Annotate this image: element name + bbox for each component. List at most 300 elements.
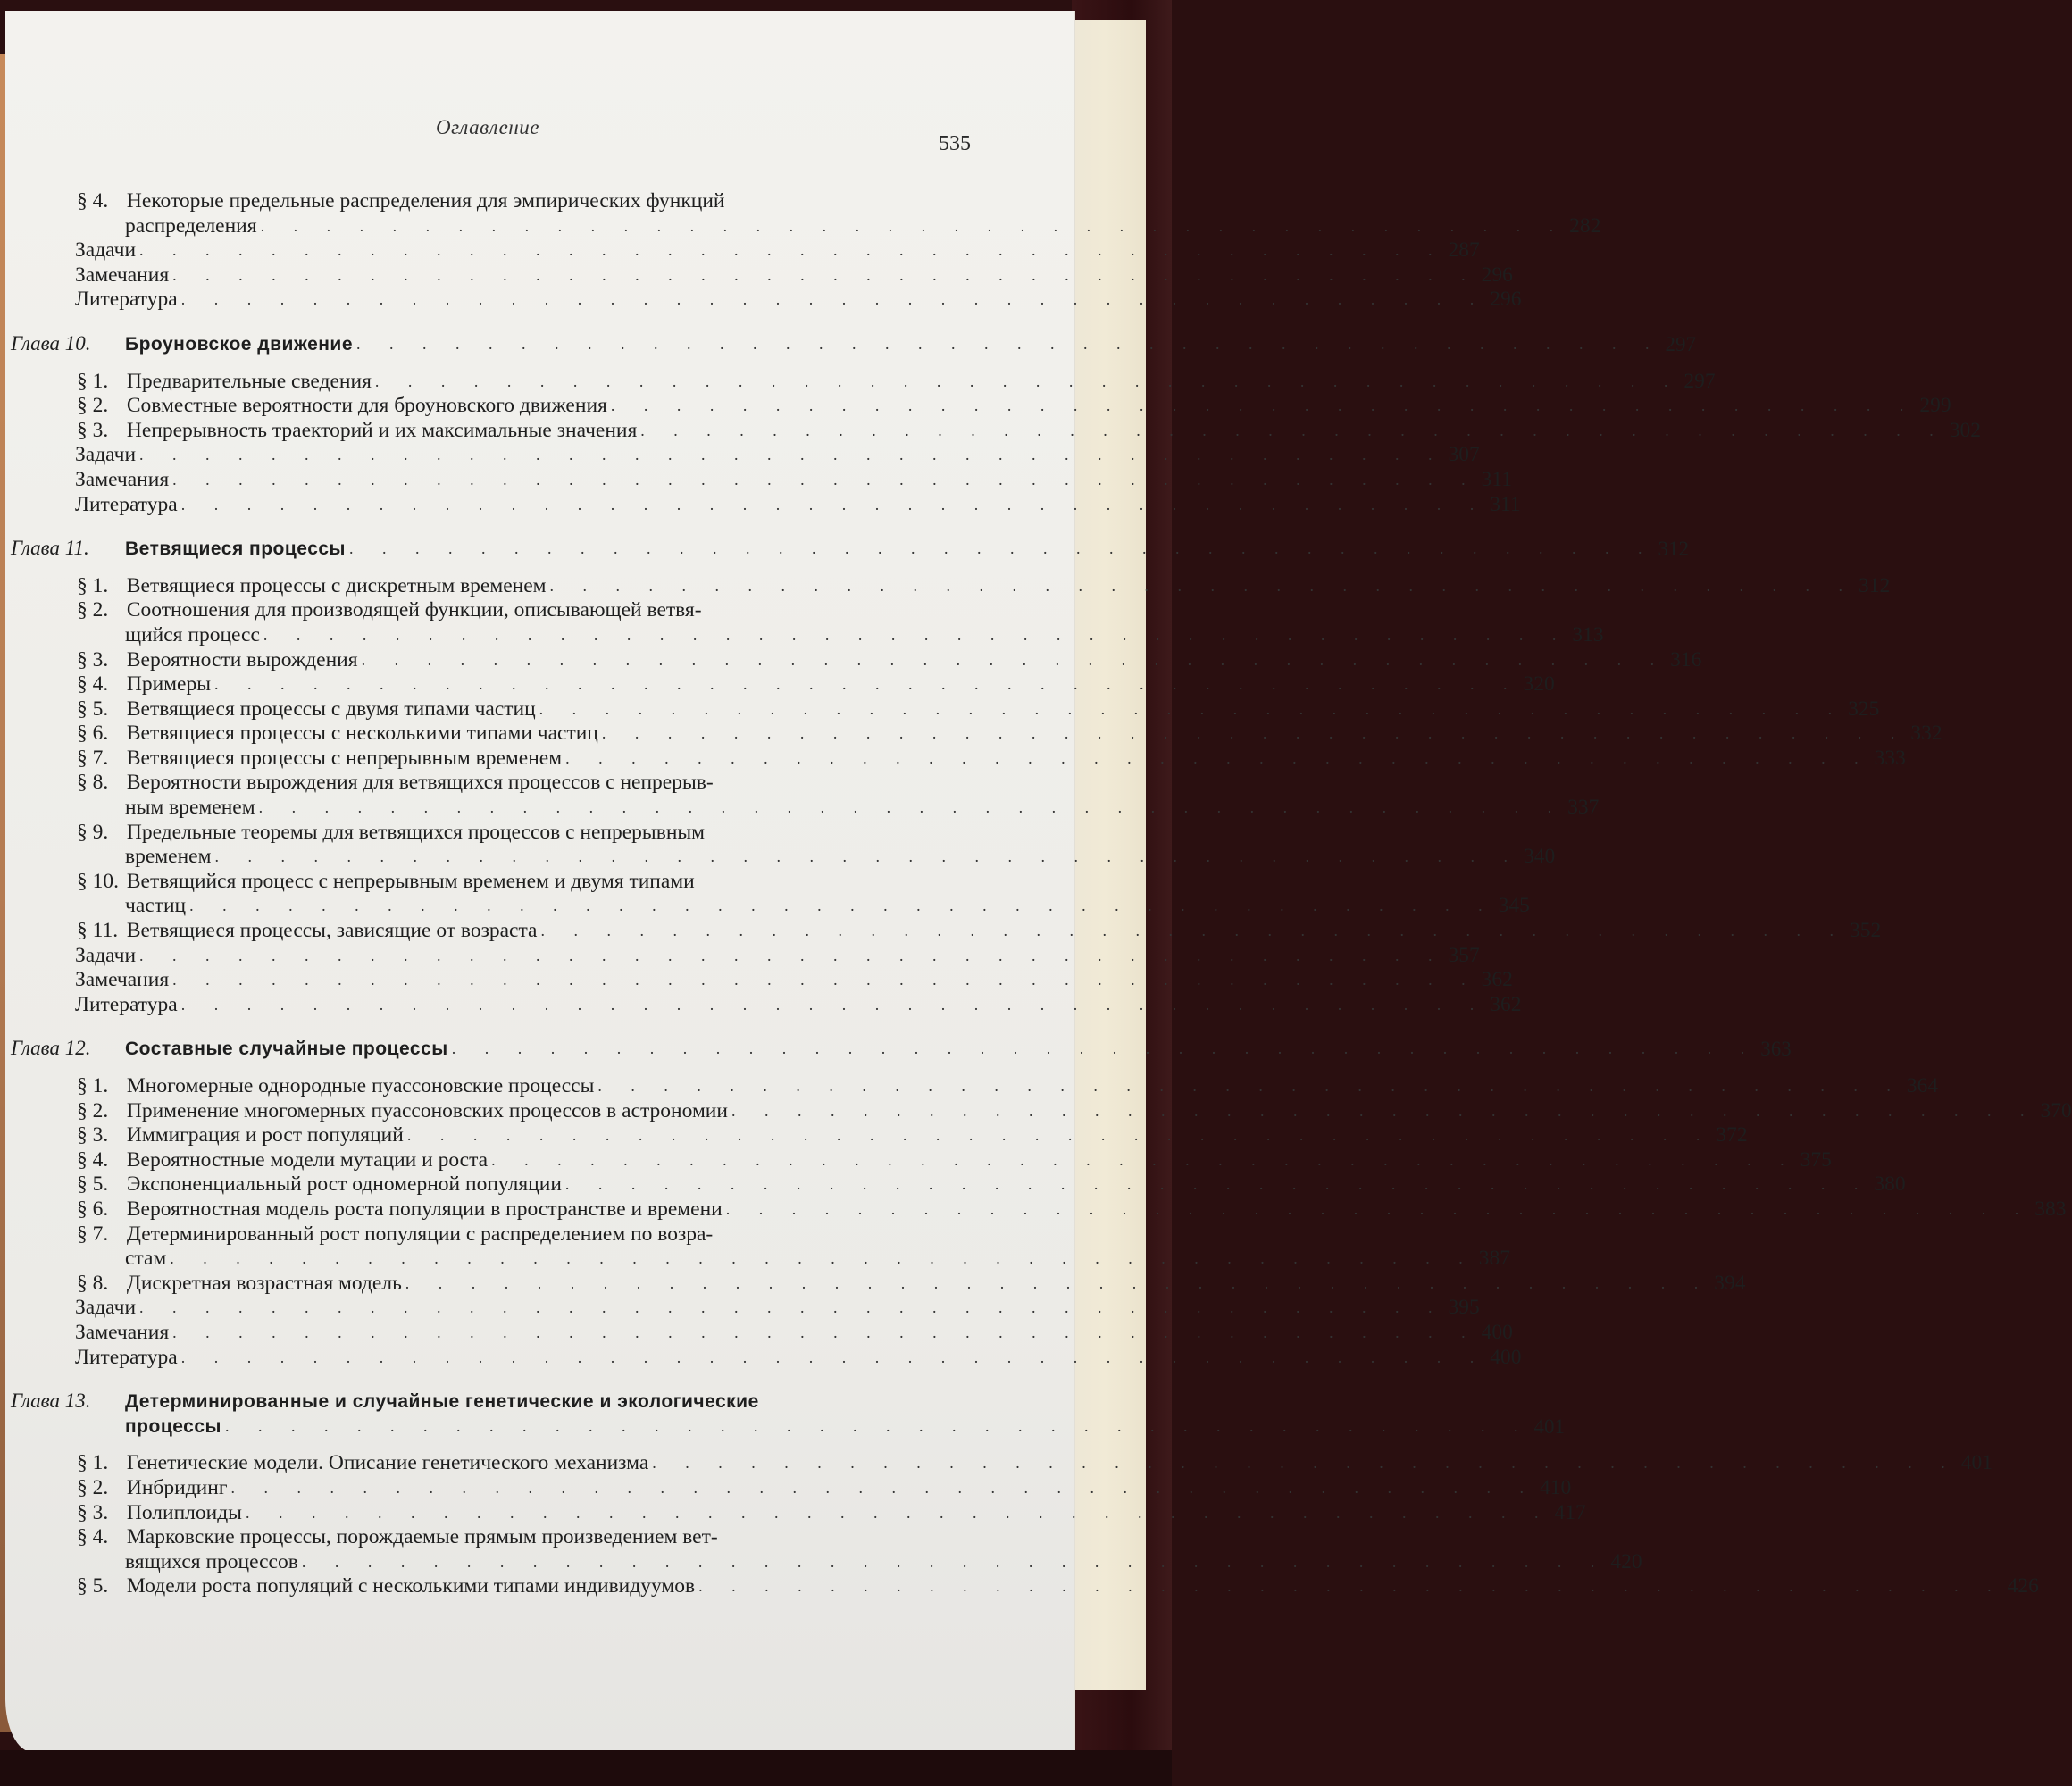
toc-line	[5, 968, 1513, 993]
toc-page-number[interactable]: 332	[1910, 722, 1942, 746]
book-bottom-edge	[0, 1750, 1172, 1786]
chapter-title: процессы	[125, 1415, 221, 1437]
toc-entry-section[interactable]	[5, 919, 1882, 944]
toc-entry-section[interactable]	[5, 722, 1942, 747]
dot-leader: . . . . . . . . . . . . . . . . . . . . . . . . . . . . . . . . . . . . . . . .	[374, 371, 1681, 390]
chapter-title: Составные случайные процессы	[125, 1039, 448, 1060]
section-number: § 6.	[77, 1197, 109, 1221]
toc-line	[5, 1271, 1746, 1297]
toc-entry-label: Задачи	[75, 238, 137, 263]
dot-leader: . . . . . . . . . . . . . . . . . . . . . . . . . . . . . . . . . . . . . . . .	[361, 650, 1667, 669]
section-number: § 4.	[77, 672, 109, 697]
section-title: Ветвящиеся процессы с несколькими типами частиц	[121, 722, 598, 746]
section-number: § 3.	[77, 647, 109, 672]
toc-entry-label	[77, 598, 702, 623]
dot-leader: . . . . . . . . . . . . . . . . . . . . . . . . . . . . . . . . . . . . . . . .	[180, 290, 1487, 309]
toc-line	[5, 1415, 1565, 1440]
toc-entry-misc[interactable]	[5, 1345, 1522, 1371]
dot-leader: . . . . . . . . . . . . . . . . . . . . . . . . . . . . . . . . . . . . . . . .	[491, 1150, 1797, 1169]
toc-entry-chapter[interactable]	[5, 537, 1689, 562]
toc-line	[5, 1475, 1572, 1501]
toc-line	[5, 672, 1555, 697]
dot-leader: . . . . . . . . . . . . . . . . . . . . . . . . . . . . . . . . . . . . . . . .	[260, 216, 1567, 235]
toc-entry-label	[77, 1476, 227, 1501]
section-number: § 5.	[77, 1574, 109, 1598]
toc-page-number[interactable]: 296	[1481, 263, 1513, 287]
section-number: § 8.	[77, 1271, 109, 1295]
toc-line	[5, 331, 1697, 357]
toc-entry-section[interactable]	[5, 1123, 1748, 1148]
toc-entry-section[interactable]	[5, 573, 1891, 599]
section-number: § 2.	[77, 1475, 109, 1499]
section-title-continued: ным временем	[125, 796, 255, 820]
toc-page-number[interactable]: 363	[1760, 1038, 1792, 1061]
section-title: Примеры	[121, 672, 212, 697]
toc-entry-section[interactable]	[5, 869, 1530, 919]
section-title: Вероятностная модель роста популяции в пространстве и времени	[121, 1197, 723, 1221]
toc-entry-section[interactable]	[5, 1148, 1832, 1173]
toc-entry-label: Задачи	[75, 443, 137, 467]
dot-leader: . . . . . . . . . . . . . . . . . . . . . . . . . . . . . . . . . . . . . . . .	[601, 724, 1908, 743]
dot-leader: . . . . . . . . . . . . . . . . . . . . . . . . . . . . . . . . . . . . . . . .	[610, 396, 1917, 415]
toc-entry-label	[77, 845, 211, 870]
dot-leader: . . . . . . . . . . . . . . . . . . . . . . . . . . . . . . . . . . . . . . . .	[172, 265, 1478, 284]
toc-page-number[interactable]: 337	[1567, 796, 1600, 820]
page-number: 535	[939, 132, 971, 155]
toc-page-number[interactable]: 352	[1849, 919, 1882, 943]
section-number: § 3.	[77, 1123, 109, 1148]
dot-leader: . . . . . . . . . . . . . . . . . . . . . . . . . . . . . . . . . . . . . . . .	[258, 798, 1565, 817]
toc-entry-label	[77, 623, 260, 648]
toc-line	[5, 1549, 1642, 1575]
toc-entry-label	[5, 1036, 448, 1062]
section-number: § 2.	[77, 598, 109, 622]
dot-leader: . . . . . . . . . . . . . . . . . . . . . . . . . . . . . . . . . . . . . . . .	[180, 995, 1487, 1014]
toc-line	[5, 1148, 1832, 1173]
toc-entry-label	[77, 1074, 594, 1099]
toc-entry-label	[77, 1099, 728, 1124]
toc-line	[5, 1574, 2039, 1599]
toc-page-number[interactable]: 394	[1714, 1271, 1746, 1295]
book-page	[5, 11, 2072, 1752]
dot-leader: . . . . . . . . . . . . . . . . . . . . . . . . . . . . . . . . . . . . . . . .	[170, 1249, 1475, 1268]
toc-page-number[interactable]: 333	[1874, 746, 1906, 770]
section-title-continued: щийся процесс	[125, 622, 260, 647]
section-title: Иммиграция и рост популяций	[121, 1123, 404, 1148]
section-title: Модели роста популяций с несколькими типами индивидуумов	[121, 1574, 696, 1598]
table-of-contents	[5, 189, 2072, 1599]
section-number: § 4.	[77, 189, 109, 213]
dot-leader: . . . . . . . . . . . . . . . . . . . . . . . . . . . . . . . . . . . . . . . .	[180, 495, 1487, 513]
dot-leader: . . . . . . . . . . . . . . . . . . . . . . . . . . . . . . . . . . . . . . . .	[139, 946, 1445, 964]
toc-page-number[interactable]: 312	[1658, 538, 1689, 561]
toc-page-number[interactable]: 410	[1539, 1475, 1572, 1499]
section-number: § 7.	[77, 1222, 109, 1246]
section-number: § 2.	[77, 1098, 109, 1123]
toc-line	[5, 1223, 961, 1248]
toc-entry-section[interactable]	[5, 1197, 2067, 1223]
toc-page-number[interactable]: 362	[1481, 968, 1513, 992]
dot-leader: . . . . . . . . . . . . . . . . . . . . . . . . . . . . . . . . . . . . . . . .	[406, 1126, 1713, 1145]
dot-leader: . . . . . . . . . . . . . . . . . . . . . . . . . . . . . . . . . . . . . . . .	[214, 847, 1520, 866]
toc-entry-label: Замечания	[75, 968, 170, 992]
dot-leader: . . . . . . . . . . . . . . . . . . . . . . . . . . . . . . . . . . . . . . . .	[189, 897, 1495, 915]
toc-page-number[interactable]: 400	[1481, 1320, 1513, 1344]
dot-leader: . . . . . . . . . . . . . . . . . . . . . . . . . . . . . . . . . . . . . . . .	[731, 1101, 2037, 1120]
toc-line	[5, 1197, 2067, 1223]
toc-entry-label	[77, 1223, 713, 1248]
dot-leader: . . . . . . . . . . . . . . . . . . . . . . . . . . . . . . . . . . . . . . . .	[652, 1454, 1958, 1473]
section-title: Ветвящийся процесс с непрерывным временем и двумя типами	[121, 869, 695, 893]
toc-entry-section[interactable]	[5, 1451, 1993, 1476]
section-title: Вероятности вырождения для ветвящихся процессов с непрерыв-	[121, 771, 714, 795]
dot-leader: . . . . . . . . . . . . . . . . . . . . . . . . . . . . . . . . . . . . . . . .	[725, 1199, 2032, 1218]
toc-entry-section[interactable]	[5, 647, 1702, 673]
toc-entry-label: Литература	[75, 288, 178, 312]
toc-line	[5, 537, 1689, 562]
toc-entry-section[interactable]	[5, 1475, 1572, 1501]
dot-leader: . . . . . . . . . . . . . . . . . . . . . . . . . . . . . . . . . . . . . . . .	[565, 748, 1871, 767]
chapter-prefix: Глава 11.	[11, 537, 89, 560]
dot-leader: . . . . . . . . . . . . . . . . . . . . . . . . . . . . . . . . . . . . . . . .	[172, 1323, 1478, 1341]
toc-page-number[interactable]: 362	[1490, 992, 1522, 1016]
toc-page-number[interactable]: 320	[1523, 672, 1555, 697]
toc-line	[5, 467, 1513, 493]
toc-page-number[interactable]: 282	[1569, 213, 1601, 238]
toc-line	[5, 943, 1480, 969]
toc-line	[5, 238, 1480, 263]
toc-page-number[interactable]: 364	[1906, 1074, 1939, 1097]
toc-entry-chapter[interactable]	[5, 331, 1697, 357]
dot-leader: . . . . . . . . . . . . . . . . . . . . . . . . . . . . . . . . . . . . . . . .	[301, 1552, 1608, 1571]
toc-entry-label	[77, 747, 562, 772]
toc-page-number[interactable]: 395	[1448, 1296, 1480, 1320]
toc-page-number[interactable]: 420	[1610, 1549, 1642, 1573]
section-title: Некоторые предельные распределения для эмпирических функций	[121, 189, 725, 213]
section-title: Ветвящиеся процессы с дискретным временем	[121, 573, 547, 597]
toc-page-number[interactable]: 383	[2034, 1197, 2067, 1221]
toc-line	[5, 1451, 1993, 1476]
dot-leader: . . . . . . . . . . . . . . . . . . . . . . . . . . . . . . . . . . . . . . . .	[356, 334, 1662, 353]
toc-entry-label	[77, 1451, 648, 1476]
toc-entry-section[interactable]	[5, 369, 1716, 395]
toc-entry-label	[77, 919, 537, 944]
toc-entry-section[interactable]	[5, 697, 1880, 722]
toc-line	[5, 845, 1556, 870]
dot-leader: . . . . . . . . . . . . . . . . . . . . . . . . . . . . . . . . . . . . . . . .	[214, 675, 1520, 694]
section-number: § 3.	[77, 1500, 109, 1524]
dot-leader: . . . . . . . . . . . . . . . . . . . . . . . . . . . . . . . . . . . . . . . .	[564, 1175, 1871, 1194]
section-title: Совместные вероятности для броуновского движения	[121, 394, 607, 418]
toc-line	[5, 1123, 1748, 1148]
dot-leader: . . . . . . . . . . . . . . . . . . . . . . . . . . . . . . . . . . . . . . . .	[230, 1478, 1536, 1497]
toc-entry-label	[77, 1173, 562, 1198]
dot-leader: . . . . . . . . . . . . . . . . . . . . . . . . . . . . . . . . . . . . . . . .	[245, 1503, 1551, 1522]
toc-entry-label: Литература	[75, 1345, 178, 1369]
toc-page-number[interactable]: 401	[1960, 1451, 1993, 1475]
toc-line	[5, 622, 1604, 648]
toc-entry-section[interactable]	[5, 1173, 1906, 1198]
section-title: Экспоненциальный рост одномерной популяции	[121, 1173, 562, 1197]
toc-line	[5, 647, 1702, 673]
toc-line	[5, 1500, 1586, 1526]
toc-entry-section[interactable]	[5, 1098, 2072, 1124]
section-title: Дискретная возрастная модель	[121, 1271, 402, 1295]
toc-entry-section[interactable]	[5, 1525, 1642, 1574]
section-title-continued: распределения	[125, 213, 257, 238]
chapter-prefix: Глава 13.	[11, 1390, 91, 1413]
toc-entry-label	[5, 331, 353, 357]
section-title: Непрерывность траекторий и их максимальные значения	[121, 418, 638, 442]
toc-entry-label	[77, 1574, 695, 1599]
toc-line	[5, 369, 1716, 395]
toc-line	[5, 1296, 1480, 1321]
toc-entry-label	[77, 419, 637, 444]
dot-leader: . . . . . . . . . . . . . . . . . . . . . . . . . . . . . . . . . . . . . . . .	[698, 1577, 2004, 1596]
section-title: Инбридинг	[121, 1475, 228, 1499]
toc-line	[5, 894, 1530, 919]
toc-page-number[interactable]: 299	[1919, 394, 1951, 418]
dot-leader: . . . . . . . . . . . . . . . . . . . . . . . . . . . . . . . . . . . . . . . .	[451, 1039, 1758, 1058]
section-number: § 6.	[77, 722, 109, 746]
toc-line	[5, 1074, 1939, 1099]
toc-line	[5, 746, 1906, 772]
section-number: § 10.	[77, 869, 119, 893]
dot-leader: . . . . . . . . . . . . . . . . . . . . . . . . . . . . . . . . . . . . . . . .	[539, 699, 1845, 718]
toc-entry-label: Литература	[75, 992, 178, 1016]
toc-page-number[interactable]: 375	[1800, 1148, 1832, 1172]
toc-page-number[interactable]: 325	[1848, 697, 1880, 721]
section-title-continued: стам	[125, 1247, 167, 1271]
section-title: Вероятности вырождения	[121, 647, 358, 672]
toc-line	[5, 443, 1480, 468]
toc-entry-label	[77, 894, 186, 919]
toc-entry-section[interactable]	[5, 394, 1951, 419]
toc-line	[5, 821, 961, 846]
section-title: Соотношения для производящей функции, описывающей ветвя-	[121, 598, 702, 622]
toc-line	[5, 418, 1982, 444]
toc-entry-label	[77, 771, 714, 796]
toc-entry-section[interactable]	[5, 672, 1555, 697]
toc-page-number[interactable]: 316	[1670, 647, 1702, 672]
toc-page-number[interactable]: 357	[1448, 943, 1480, 967]
toc-entry-misc[interactable]	[5, 1296, 1480, 1321]
section-title: Марковские процессы, порождаемые прямым произведением вет-	[121, 1525, 718, 1549]
toc-entry-label	[77, 796, 255, 821]
section-number: § 5.	[77, 697, 109, 721]
toc-line	[5, 213, 1601, 239]
toc-page-number[interactable]: 340	[1523, 845, 1556, 869]
toc-entry-misc[interactable]	[5, 288, 1522, 313]
toc-entry-label	[5, 1389, 759, 1415]
toc-entry-chapter[interactable]	[5, 1390, 1565, 1439]
toc-entry-section[interactable]	[5, 1222, 1511, 1272]
toc-entry-label	[77, 574, 547, 599]
toc-entry-label	[77, 722, 598, 747]
toc-line	[5, 1390, 961, 1415]
running-title: Оглавление	[435, 116, 539, 138]
toc-entry-label	[77, 1550, 298, 1575]
toc-entry-section[interactable]	[5, 189, 1601, 238]
toc-entry-section[interactable]	[5, 1574, 2039, 1599]
toc-entry-label	[77, 870, 695, 895]
section-number: § 1.	[77, 1451, 109, 1475]
dot-leader: . . . . . . . . . . . . . . . . . . . . . . . . . . . . . . . . . . . . . . . .	[224, 1416, 1531, 1435]
toc-entry-label	[77, 672, 211, 697]
section-title: Ветвящиеся процессы, зависящие от возраста	[121, 919, 538, 943]
toc-entry-chapter[interactable]	[5, 1037, 1792, 1062]
toc-entry-section[interactable]	[5, 418, 1982, 444]
dot-leader: . . . . . . . . . . . . . . . . . . . . . . . . . . . . . . . . . . . . . . . .	[172, 470, 1478, 488]
toc-page-number[interactable]: 307	[1448, 443, 1480, 467]
toc-page-number[interactable]: 311	[1490, 492, 1521, 516]
toc-page-number[interactable]: 287	[1448, 238, 1480, 263]
toc-entry-label	[77, 1148, 488, 1173]
toc-entry-label	[77, 1272, 402, 1297]
toc-entry-label	[77, 394, 607, 419]
toc-entry-misc[interactable]	[5, 238, 1480, 263]
toc-entry-section[interactable]	[5, 820, 1556, 870]
section-title: Применение многомерных пуассоновских процессов в астрономии	[121, 1098, 728, 1123]
toc-line	[5, 697, 1880, 722]
dot-leader: . . . . . . . . . . . . . . . . . . . . . . . . . . . . . . . . . . . . . . . .	[540, 922, 1846, 940]
toc-page-number[interactable]: 312	[1859, 573, 1891, 597]
toc-line	[5, 1098, 2072, 1124]
toc-line	[5, 1345, 1522, 1371]
toc-entry-label: Задачи	[75, 943, 137, 967]
section-title: Вероятностные модели мутации и роста	[121, 1148, 489, 1172]
toc-entry-label	[77, 821, 705, 846]
toc-entry-label	[5, 536, 346, 562]
toc-entry-label: Литература	[75, 492, 178, 516]
dot-leader: . . . . . . . . . . . . . . . . . . . . . . . . . . . . . . . . . . . . . . . .	[640, 421, 1946, 439]
toc-line	[5, 1247, 1511, 1272]
chapter-prefix: Глава 10.	[11, 331, 91, 355]
toc-page-number[interactable]: 370	[2040, 1098, 2072, 1123]
toc-line	[5, 722, 1942, 747]
section-title-continued: временем	[125, 845, 212, 869]
toc-page-number[interactable]: 372	[1716, 1123, 1748, 1148]
section-number: § 7.	[77, 746, 109, 770]
toc-page-number[interactable]: 417	[1554, 1500, 1586, 1524]
toc-entry-label	[77, 189, 724, 214]
toc-entry-misc[interactable]	[5, 968, 1513, 993]
toc-page-number[interactable]: 345	[1498, 894, 1530, 918]
toc-line	[5, 1320, 1513, 1346]
dot-leader: . . . . . . . . . . . . . . . . . . . . . . . . . . . . . . . . . . . . . . . .	[180, 1348, 1487, 1366]
toc-entry-misc[interactable]	[5, 943, 1480, 969]
toc-entry-section[interactable]	[5, 771, 1600, 820]
toc-entry-label: Замечания	[75, 263, 170, 287]
toc-entry-label	[77, 370, 372, 395]
toc-line	[5, 598, 961, 623]
toc-entry-misc[interactable]	[5, 263, 1513, 288]
toc-page-number[interactable]: 311	[1481, 467, 1513, 491]
section-title-continued: частиц	[125, 894, 187, 918]
toc-line	[5, 189, 961, 214]
toc-entry-misc[interactable]	[5, 492, 1521, 518]
section-number: § 2.	[77, 394, 109, 418]
section-number: § 8.	[77, 771, 109, 795]
toc-entry-misc[interactable]	[5, 467, 1513, 493]
chapter-title: Броуновское движение	[125, 333, 354, 355]
section-title: Предельные теоремы для ветвящихся процессов с непрерывным	[121, 820, 706, 844]
toc-entry-section[interactable]	[5, 1271, 1746, 1297]
toc-line	[5, 394, 1951, 419]
section-number: § 4.	[77, 1525, 109, 1549]
toc-entry-misc[interactable]	[5, 443, 1480, 468]
toc-line	[5, 870, 961, 895]
toc-entry-label: Задачи	[75, 1296, 137, 1320]
section-number: § 1.	[77, 1074, 109, 1097]
toc-line	[5, 992, 1522, 1018]
section-title: Ветвящиеся процессы с непрерывным временем	[121, 746, 563, 770]
dot-leader: . . . . . . . . . . . . . . . . . . . . . . . . . . . . . . . . . . . . . . . .	[139, 241, 1445, 260]
toc-entry-misc[interactable]	[5, 1320, 1513, 1346]
chapter-prefix: Глава 12.	[11, 1037, 91, 1060]
dot-leader: . . . . . . . . . . . . . . . . . . . . . . . . . . . . . . . . . . . . . . . .	[348, 539, 1655, 558]
toc-entry-label	[77, 214, 257, 239]
toc-line	[5, 288, 1522, 313]
toc-page-number[interactable]: 401	[1533, 1415, 1565, 1438]
toc-entry-label	[77, 1501, 242, 1526]
section-number: § 5.	[77, 1173, 109, 1197]
toc-entry-label	[77, 648, 358, 673]
section-number: § 1.	[77, 573, 109, 597]
toc-line	[5, 796, 1600, 821]
toc-page-number[interactable]: 380	[1874, 1173, 1906, 1197]
toc-entry-label	[77, 1525, 718, 1550]
toc-page-number[interactable]: 313	[1572, 622, 1604, 647]
toc-entry-label	[77, 1247, 166, 1272]
toc-entry-label	[77, 1123, 404, 1148]
toc-page-number[interactable]: 387	[1478, 1247, 1511, 1271]
toc-entry-label: Замечания	[75, 467, 170, 491]
chapter-title: Детерминированные и случайные генетические и экологические	[125, 1391, 759, 1413]
toc-entry-misc[interactable]	[5, 992, 1522, 1018]
toc-page-number[interactable]: 297	[1665, 332, 1697, 355]
toc-page-number[interactable]: 297	[1684, 369, 1716, 393]
dot-leader: . . . . . . . . . . . . . . . . . . . . . . . . . . . . . . . . . . . . . . . .	[139, 446, 1445, 464]
toc-page-number[interactable]: 400	[1490, 1345, 1522, 1369]
toc-entry-section[interactable]	[5, 598, 1604, 647]
running-header	[5, 116, 971, 155]
dot-leader: . . . . . . . . . . . . . . . . . . . . . . . . . . . . . . . . . . . . . . . .	[549, 576, 1856, 595]
section-number: § 9.	[77, 820, 109, 844]
toc-line	[5, 492, 1521, 518]
toc-entry-label	[77, 697, 536, 722]
toc-entry-section[interactable]	[5, 746, 1906, 772]
dot-leader: . . . . . . . . . . . . . . . . . . . . . . . . . . . . . . . . . . . . . . . .	[139, 1298, 1445, 1317]
dot-leader: . . . . . . . . . . . . . . . . . . . . . . . . . . . . . . . . . . . . . . . .	[263, 625, 1569, 644]
toc-entry-label	[77, 1198, 723, 1223]
chapter-title: Ветвящиеся процессы	[125, 538, 346, 560]
toc-page-number[interactable]: 426	[2007, 1574, 2039, 1598]
toc-line	[5, 263, 1513, 288]
section-title: Генетические модели. Описание генетического механизма	[121, 1451, 649, 1475]
toc-entry-section[interactable]	[5, 1500, 1586, 1526]
section-title: Детерминированный рост популяции с распределением по возра-	[121, 1222, 714, 1246]
section-number: § 4.	[77, 1148, 109, 1172]
toc-page-number[interactable]: 302	[1949, 418, 1982, 442]
toc-entry-section[interactable]	[5, 1074, 1939, 1099]
dot-leader: . . . . . . . . . . . . . . . . . . . . . . . . . . . . . . . . . . . . . . . .	[597, 1077, 1903, 1095]
toc-page-number[interactable]: 296	[1490, 288, 1522, 312]
section-title-continued: вящихся процессов	[125, 1549, 298, 1573]
section-number: § 1.	[77, 369, 109, 393]
toc-line	[5, 1525, 961, 1550]
section-number: § 3.	[77, 418, 109, 442]
